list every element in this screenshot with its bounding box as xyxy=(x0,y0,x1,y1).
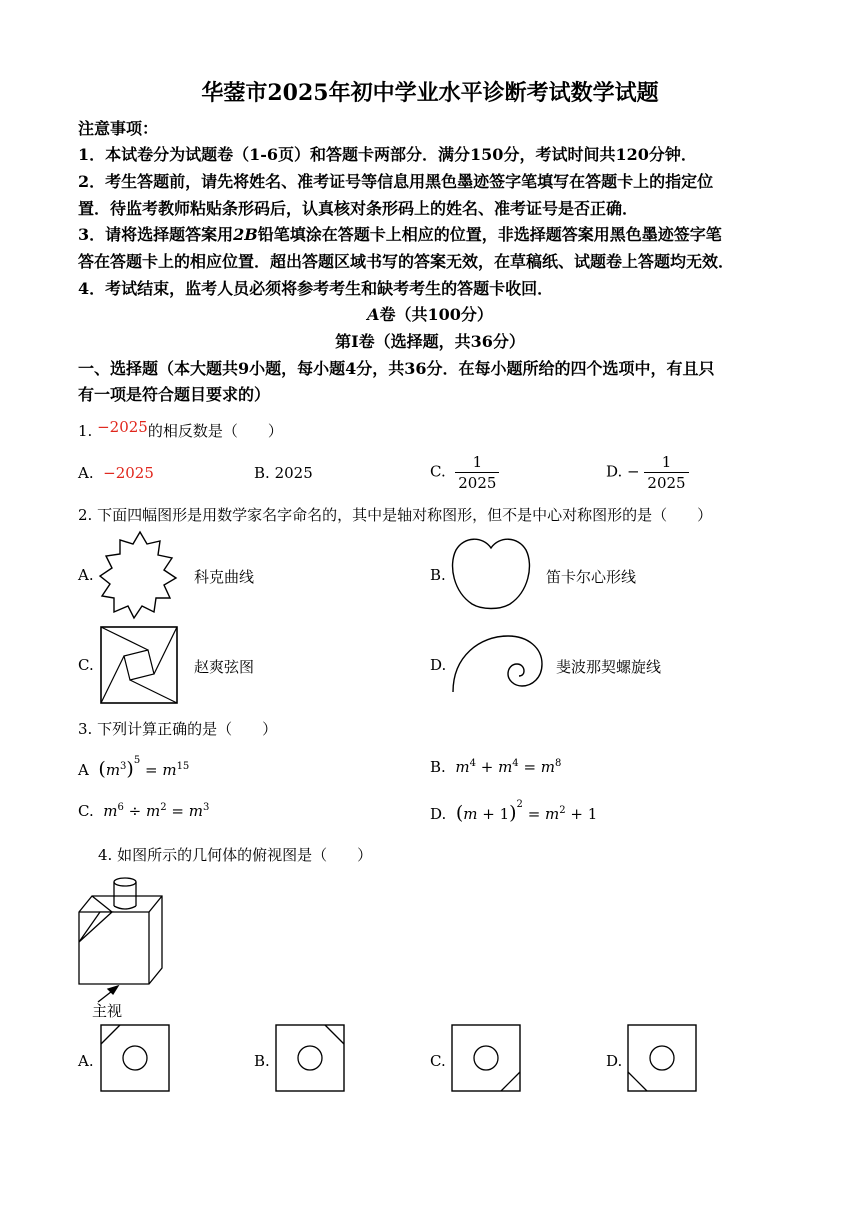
q2-option-b-label: B. xyxy=(430,566,446,584)
front-view-label: 主视 xyxy=(92,1002,123,1020)
notice-line-2a: 2．考生答题前，请先将姓名、准考证号等信息用黑色墨迹签字笔填写在答题卡上的指定位 xyxy=(78,172,714,191)
q4-option-c-label: C. xyxy=(430,1052,446,1070)
part-title: 第Ⅰ卷（选择题，共36分） xyxy=(335,332,525,351)
page-title: 华蓥市2025年初中学业水平诊断考试数学试题 xyxy=(201,80,659,106)
q4-option-d-label: D. xyxy=(606,1052,623,1070)
q2-option-a-label: A. xyxy=(78,566,94,584)
notice-heading: 注意事项： xyxy=(78,119,159,138)
q4-option-a-figure xyxy=(100,1024,170,1092)
notice-line-4: 4．考试结束，监考人员必须将参考考生和缺考考生的答题卡收回． xyxy=(78,279,554,298)
zhao-shuang-figure xyxy=(100,626,178,704)
q3-option-c: C. $m^6 \div m^2 = m^3$ xyxy=(78,802,210,820)
q4-option-a-label: A. xyxy=(78,1052,94,1070)
q4-option-b-label: B. xyxy=(254,1052,270,1070)
q4-stem: 4. 如图所示的几何体的俯视图是（ ） xyxy=(98,846,373,864)
koch-curve-figure xyxy=(98,530,182,620)
q3-option-a: A $(m^3)^5 = m^{15}$ xyxy=(78,755,190,780)
solid-figure xyxy=(78,874,166,1004)
notice-line-2b: 置．待监考教师粘贴条形码后，认真核对条形码上的姓名、准考证号是否正确． xyxy=(78,199,639,218)
q2-option-a-name: 科克曲线 xyxy=(194,568,255,586)
q4-option-c-figure xyxy=(451,1024,521,1092)
q2-option-b-name: 笛卡尔心形线 xyxy=(546,568,637,586)
q3-option-b: B. $m^4 + m^4 = m^8$ xyxy=(430,758,562,776)
notice-line-1: 1．本试卷分为试题卷（1-6页）和答题卡两部分．满分150分，考试时间共120分钟． xyxy=(78,145,697,164)
section-line-1: 一、选择题（本大题共9小题，每小题4分，共36分．在每小题所给的四个选项中，有且只 xyxy=(78,359,715,378)
q1-option-b: B. 2025 xyxy=(254,464,313,482)
q3-option-d: D. $(m + 1)^2 = m^2 + 1$ xyxy=(430,799,598,824)
q1-option-a: A. −2025 xyxy=(78,464,154,482)
q2-option-d-label: D. xyxy=(430,656,447,674)
cardioid-figure xyxy=(450,536,532,610)
volume-title: A卷（共100分） xyxy=(367,305,493,324)
q4-option-b-figure xyxy=(275,1024,345,1092)
q2-option-d-name: 斐波那契螺旋线 xyxy=(556,658,662,676)
q2-option-c-label: C. xyxy=(78,656,94,674)
q3-stem: 3. 下列计算正确的是（ ） xyxy=(78,720,278,738)
q2-option-c-name: 赵爽弦图 xyxy=(194,658,255,676)
q1-stem: 1. −2025的相反数是（ ） xyxy=(78,418,283,440)
q1-option-c: C. $\frac{1}{2025}$ xyxy=(430,452,499,493)
fibonacci-spiral-figure xyxy=(450,634,546,694)
q2-stem: 2. 下面四幅图形是用数学家名字命名的，其中是轴对称图形，但不是中心对称图形的是（ ） xyxy=(78,506,713,524)
notice-line-3a: 3．请将选择题答案用2B铅笔填涂在答题卡上相应的位置，非选择题答案用黑色墨迹签字笔 xyxy=(78,225,722,244)
notice-line-3b: 答在答题卡上的相应位置．超出答题区域书写的答案无效，在草稿纸、试题卷上答题均无效． xyxy=(78,252,735,271)
q4-option-d-figure xyxy=(627,1024,697,1092)
q1-option-d: D. − $\frac{1}{2025}$ xyxy=(606,452,689,493)
section-line-2: 有一项是符合题目要求的） xyxy=(78,385,271,404)
